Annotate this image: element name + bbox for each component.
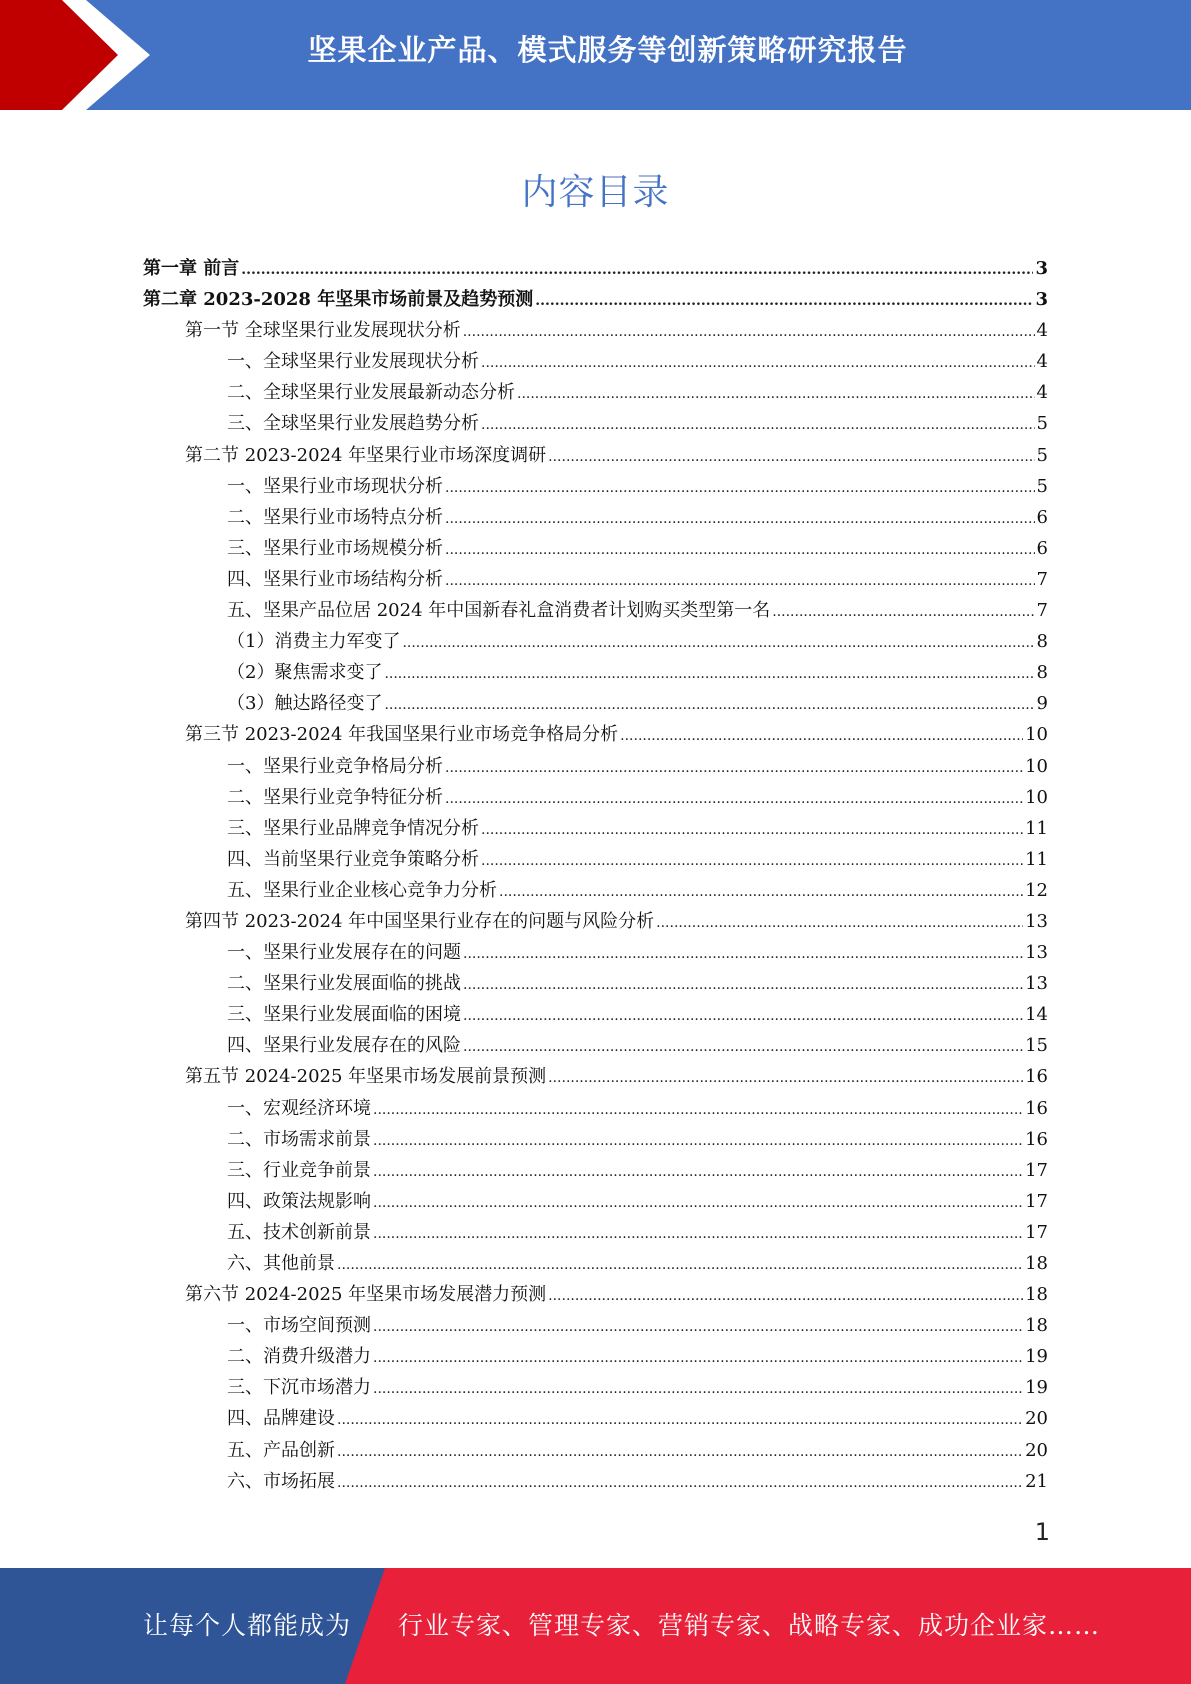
toc-leader-dots xyxy=(445,573,1035,589)
toc-leader-dots xyxy=(481,417,1035,433)
toc-entry-label: 二、消费升级潜力 xyxy=(227,1346,371,1368)
toc-leader-dots xyxy=(463,977,1023,993)
toc-entry-label: 一、市场空间预测 xyxy=(227,1315,371,1337)
toc-entry[interactable] xyxy=(143,658,1048,689)
toc-entry-label: 一、全球坚果行业发展现状分析 xyxy=(227,351,479,373)
toc-leader-dots xyxy=(463,946,1023,962)
toc-entry[interactable] xyxy=(143,1125,1048,1156)
toc-entry-page: 20 xyxy=(1025,1408,1048,1430)
toc-entry-label: 三、下沉市场潜力 xyxy=(227,1377,371,1399)
toc-entry[interactable] xyxy=(143,596,1048,627)
toc-leader-dots xyxy=(620,728,1023,744)
toc-entry[interactable] xyxy=(143,814,1048,845)
toc-entry[interactable] xyxy=(143,534,1048,565)
toc-entry-page: 7 xyxy=(1036,600,1048,622)
toc-entry[interactable] xyxy=(143,1342,1048,1373)
toc-leader-dots xyxy=(548,1070,1023,1086)
toc-entry-page: 7 xyxy=(1036,568,1048,590)
toc-entry-page: 16 xyxy=(1025,1066,1048,1088)
toc-entry[interactable] xyxy=(143,1062,1048,1093)
toc-entry-page: 4 xyxy=(1036,320,1048,342)
toc-entry-page: 9 xyxy=(1036,693,1048,715)
toc-entry[interactable] xyxy=(143,316,1048,347)
toc-entry-page: 16 xyxy=(1025,1097,1048,1119)
toc-entry[interactable] xyxy=(143,565,1048,596)
toc-entry-label: 二、坚果行业市场特点分析 xyxy=(227,506,443,528)
toc-entry[interactable] xyxy=(143,285,1048,316)
report-title-text: 坚果企业产品、模式服务等创新策略研究报告 xyxy=(307,33,908,67)
toc-entry[interactable] xyxy=(143,907,1048,938)
toc-entry-page: 5 xyxy=(1036,475,1048,497)
toc-entry-page: 10 xyxy=(1025,786,1048,808)
toc-leader-dots xyxy=(241,262,1033,278)
toc-leader-dots xyxy=(463,1039,1023,1055)
toc-entry-page: 13 xyxy=(1025,910,1048,932)
toc-entry-page: 19 xyxy=(1025,1377,1048,1399)
toc-entry-label: 五、产品创新 xyxy=(227,1439,335,1461)
toc-entry-page: 5 xyxy=(1036,413,1048,435)
toc-entry-label: 六、其他前景 xyxy=(227,1253,335,1274)
toc-entry-label: 一、宏观经济环境 xyxy=(227,1097,371,1119)
toc-leader-dots xyxy=(373,1133,1023,1149)
toc-entry-page: 8 xyxy=(1036,662,1048,684)
toc-entry-page: 8 xyxy=(1036,631,1048,653)
toc-entry-page: 13 xyxy=(1025,942,1048,964)
footer-banner xyxy=(0,1568,1191,1684)
toc-entry-label: 一、坚果行业市场现状分析 xyxy=(227,475,443,497)
toc-entry-label: 第一节 全球坚果行业发展现状分析 xyxy=(185,320,461,342)
toc-heading: 内容目录 xyxy=(521,172,670,213)
toc-entry-page: 13 xyxy=(1025,973,1048,995)
toc-entry[interactable] xyxy=(143,1280,1048,1311)
report-title xyxy=(0,0,1191,100)
toc-entry[interactable] xyxy=(143,1373,1048,1404)
toc-entry-label: 第四节 2023-2024 年中国坚果行业存在的问题与风险分析 xyxy=(185,910,655,932)
toc-entry[interactable] xyxy=(143,938,1048,969)
toc-entry[interactable] xyxy=(143,254,1048,285)
toc-entry-label: 第一章 前言 xyxy=(143,258,240,279)
toc-leader-dots xyxy=(445,542,1035,558)
toc-entry[interactable] xyxy=(143,503,1048,534)
toc-entry-label: 六、市场拓展 xyxy=(227,1470,335,1492)
toc-leader-dots xyxy=(402,635,1034,651)
toc-entry-label: 第六节 2024-2025 年坚果市场发展潜力预测 xyxy=(185,1284,547,1306)
toc-entry-page: 6 xyxy=(1036,506,1048,528)
toc-entry-label: 二、坚果行业发展面临的挑战 xyxy=(227,973,461,995)
toc-entry-page: 17 xyxy=(1025,1190,1048,1212)
toc-leader-dots xyxy=(772,604,1034,620)
toc-entry-label: 四、坚果行业市场结构分析 xyxy=(227,568,443,590)
toc-entry-page: 10 xyxy=(1025,755,1048,777)
toc-entry-label: 二、全球坚果行业发展最新动态分析 xyxy=(227,382,515,404)
toc-leader-dots xyxy=(373,1164,1023,1180)
toc-entry-label: 五、坚果产品位居 2024 年中国新春礼盒消费者计划购买类型第一名 xyxy=(227,600,771,622)
toc-entry[interactable] xyxy=(143,1436,1048,1467)
toc-entry-page: 4 xyxy=(1036,382,1048,404)
table-of-contents xyxy=(143,254,1048,1498)
toc-entry-label: 二、坚果行业竞争特征分析 xyxy=(227,786,443,808)
toc-leader-dots xyxy=(373,1381,1023,1397)
toc-leader-dots xyxy=(373,1226,1023,1242)
toc-entry-label: （1）消费主力军变了 xyxy=(227,631,401,653)
toc-entry-label: 三、全球坚果行业发展趋势分析 xyxy=(227,413,479,435)
page-number: 1 xyxy=(1034,1518,1050,1546)
toc-entry-label: 二、市场需求前景 xyxy=(227,1128,371,1150)
toc-leader-dots xyxy=(656,915,1023,931)
toc-entry-label: 四、坚果行业发展存在的风险 xyxy=(227,1035,461,1057)
toc-entry[interactable] xyxy=(143,1218,1048,1249)
toc-entry-label: （2）聚焦需求变了 xyxy=(227,662,383,684)
toc-entry-page: 5 xyxy=(1036,444,1048,466)
toc-leader-dots xyxy=(481,822,1023,838)
toc-entry-page: 3 xyxy=(1035,258,1048,279)
footer-slogan-left: 让每个人都能成为 xyxy=(143,1611,352,1640)
toc-entry[interactable] xyxy=(143,845,1048,876)
toc-entry-label: 第五节 2024-2025 年坚果市场发展前景预测 xyxy=(185,1066,547,1088)
toc-leader-dots xyxy=(445,511,1035,527)
toc-leader-dots xyxy=(463,1008,1023,1024)
toc-entry[interactable] xyxy=(143,627,1048,658)
toc-entry-label: 四、政策法规影响 xyxy=(227,1190,371,1212)
toc-entry-label: 三、行业竞争前景 xyxy=(227,1159,371,1181)
toc-entry-page: 18 xyxy=(1025,1315,1048,1337)
toc-leader-dots xyxy=(481,355,1035,371)
toc-entry[interactable] xyxy=(143,783,1048,814)
toc-entry-label: 第三节 2023-2024 年我国坚果行业市场竞争格局分析 xyxy=(185,724,619,746)
toc-leader-dots xyxy=(373,1319,1023,1335)
toc-entry-label: 第二章 2023-2028 年坚果市场前景及趋势预测 xyxy=(143,289,534,311)
toc-entry[interactable] xyxy=(143,689,1048,720)
toc-leader-dots xyxy=(445,760,1023,776)
toc-entry-label: 三、坚果行业市场规模分析 xyxy=(227,537,443,559)
toc-entry[interactable] xyxy=(143,1249,1048,1280)
toc-leader-dots xyxy=(463,324,1035,340)
toc-entry-label: 一、坚果行业竞争格局分析 xyxy=(227,755,443,777)
toc-entry-label: 一、坚果行业发展存在的问题 xyxy=(227,942,461,964)
toc-entry-label: 五、技术创新前景 xyxy=(227,1221,371,1243)
footer-slogan-right: 行业专家、管理专家、营销专家、战略专家、成功企业家…… xyxy=(398,1611,1101,1640)
toc-entry-label: （3）触达路径变了 xyxy=(227,693,383,715)
toc-entry[interactable] xyxy=(143,1156,1048,1187)
toc-entry-page: 3 xyxy=(1035,289,1048,311)
toc-entry-label: 四、当前坚果行业竞争策略分析 xyxy=(227,848,479,870)
toc-leader-dots xyxy=(373,1350,1023,1366)
toc-entry-page: 4 xyxy=(1036,351,1048,373)
toc-entry[interactable] xyxy=(143,441,1048,472)
toc-entry-label: 第二节 2023-2024 年坚果行业市场深度调研 xyxy=(185,444,547,466)
toc-entry[interactable] xyxy=(143,752,1048,783)
toc-leader-dots xyxy=(517,386,1035,402)
toc-entry-page: 21 xyxy=(1025,1470,1048,1492)
toc-entry-page: 17 xyxy=(1025,1159,1048,1181)
toc-entry-label: 四、品牌建设 xyxy=(227,1408,335,1430)
toc-entry[interactable] xyxy=(143,969,1048,1000)
toc-leader-dots xyxy=(384,697,1034,713)
toc-leader-dots xyxy=(535,293,1033,309)
toc-entry[interactable] xyxy=(143,720,1048,751)
toc-leader-dots xyxy=(384,666,1034,682)
toc-entry-label: 三、坚果行业品牌竞争情况分析 xyxy=(227,817,479,839)
toc-entry-label: 五、坚果行业企业核心竞争力分析 xyxy=(227,879,497,901)
toc-entry-page: 15 xyxy=(1025,1035,1048,1057)
toc-entry[interactable] xyxy=(143,1031,1048,1062)
toc-entry-page: 11 xyxy=(1025,848,1048,870)
toc-entry-page: 19 xyxy=(1025,1346,1048,1368)
toc-entry[interactable] xyxy=(143,1404,1048,1435)
toc-leader-dots xyxy=(445,480,1035,496)
toc-entry-page: 18 xyxy=(1025,1284,1048,1306)
toc-entry[interactable] xyxy=(143,347,1048,378)
toc-leader-dots xyxy=(337,1257,1023,1273)
toc-entry-page: 6 xyxy=(1036,537,1048,559)
toc-entry-page: 14 xyxy=(1025,1004,1048,1026)
header-banner xyxy=(0,0,1191,110)
toc-entry-page: 20 xyxy=(1025,1439,1048,1461)
toc-leader-dots xyxy=(481,853,1023,869)
toc-entry-page: 11 xyxy=(1025,817,1048,839)
toc-entry-page: 12 xyxy=(1025,879,1048,901)
toc-entry-page: 16 xyxy=(1025,1128,1048,1150)
toc-entry[interactable] xyxy=(143,1000,1048,1031)
toc-leader-dots xyxy=(337,1475,1023,1491)
toc-leader-dots xyxy=(373,1102,1023,1118)
toc-entry[interactable] xyxy=(143,876,1048,907)
toc-entry[interactable] xyxy=(143,409,1048,440)
toc-entry-label: 三、坚果行业发展面临的困境 xyxy=(227,1004,461,1026)
toc-entry-page: 17 xyxy=(1025,1221,1048,1243)
toc-entry-page: 10 xyxy=(1025,724,1048,746)
toc-entry[interactable] xyxy=(143,1187,1048,1218)
toc-entry[interactable] xyxy=(143,1094,1048,1125)
toc-entry[interactable] xyxy=(143,378,1048,409)
toc-leader-dots xyxy=(337,1412,1023,1428)
toc-leader-dots xyxy=(445,791,1023,807)
toc-leader-dots xyxy=(548,1288,1023,1304)
toc-entry-page: 18 xyxy=(1025,1253,1048,1274)
toc-leader-dots xyxy=(337,1444,1023,1460)
toc-entry[interactable] xyxy=(143,1311,1048,1342)
toc-leader-dots xyxy=(499,884,1023,900)
toc-entry[interactable] xyxy=(143,1467,1048,1498)
toc-leader-dots xyxy=(548,449,1034,465)
toc-entry[interactable] xyxy=(143,472,1048,503)
toc-leader-dots xyxy=(373,1195,1023,1211)
